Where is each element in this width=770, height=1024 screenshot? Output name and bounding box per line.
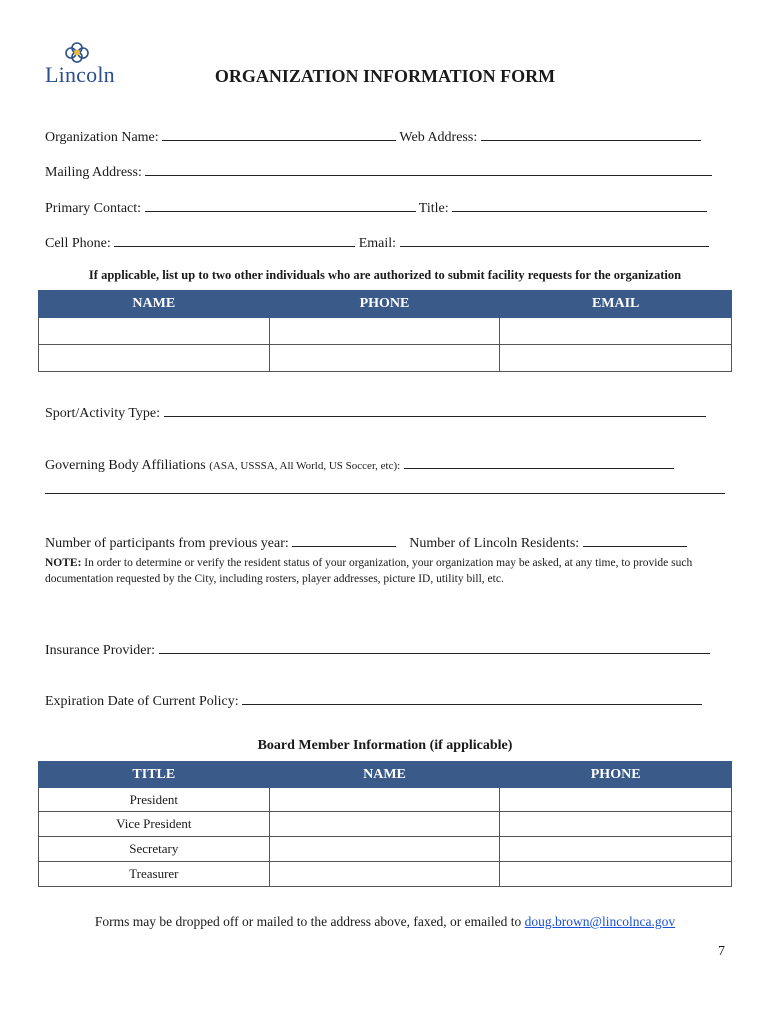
sport-type-label: Sport/Activity Type: — [45, 406, 161, 421]
insurance-field[interactable] — [159, 639, 710, 654]
board-name-cell[interactable] — [269, 837, 500, 862]
authorized-email-cell[interactable] — [500, 345, 732, 372]
governing-body-label: Governing Body Affiliations — [45, 458, 206, 473]
flower-logo-icon — [62, 42, 92, 64]
table-row — [39, 345, 732, 372]
col-name: NAME — [269, 762, 500, 788]
expiration-field[interactable] — [242, 690, 702, 705]
board-phone-cell[interactable] — [500, 812, 732, 837]
col-name: NAME — [39, 291, 270, 318]
board-title-cell: Treasurer — [39, 862, 270, 887]
contact-title-field[interactable] — [452, 197, 707, 212]
insurance-label: Insurance Provider: — [45, 643, 156, 658]
expiration-row — [45, 690, 702, 710]
logo-text: Lincoln — [45, 62, 115, 87]
residents-field[interactable] — [583, 532, 687, 547]
governing-body-hint: (ASA, USSSA, All World, US Soccer, etc): — [209, 460, 401, 472]
org-name-row — [45, 126, 701, 146]
expiration-label: Expiration Date of Current Policy: — [45, 694, 239, 709]
authorized-table — [38, 290, 732, 372]
governing-body-field[interactable] — [404, 454, 674, 469]
board-name-cell[interactable] — [269, 812, 500, 837]
board-name-cell[interactable] — [269, 788, 500, 812]
org-name-label: Organization Name: — [45, 130, 159, 145]
footer-email-link[interactable]: doug.brown@lincolnca.gov — [524, 914, 676, 929]
participants-row — [45, 532, 687, 552]
authorized-phone-cell[interactable] — [269, 318, 500, 345]
authorized-name-cell[interactable] — [39, 318, 270, 345]
col-phone: PHONE — [500, 762, 732, 788]
residents-label: Number of Lincoln Residents: — [409, 536, 580, 551]
authorized-phone-cell[interactable] — [269, 345, 500, 372]
note-label: NOTE: — [45, 557, 82, 569]
governing-body-line-2[interactable] — [45, 493, 725, 494]
primary-contact-label: Primary Contact: — [45, 201, 142, 216]
web-address-field[interactable] — [481, 126, 701, 141]
board-name-cell[interactable] — [269, 862, 500, 887]
org-name-field[interactable] — [162, 126, 396, 141]
primary-contact-field[interactable] — [145, 197, 416, 212]
mailing-address-field[interactable] — [145, 161, 712, 176]
table-row — [39, 788, 732, 812]
resident-note — [45, 555, 725, 587]
col-phone: PHONE — [269, 291, 500, 318]
sport-type-row — [45, 402, 706, 422]
board-table — [38, 761, 732, 887]
cell-phone-row — [45, 232, 709, 252]
board-title-cell: President — [39, 788, 270, 812]
col-email: EMAIL — [500, 291, 732, 318]
table-row — [39, 318, 732, 345]
board-phone-cell[interactable] — [500, 788, 732, 812]
participants-field[interactable] — [292, 532, 396, 547]
mailing-address-label: Mailing Address: — [45, 165, 142, 180]
cell-phone-field[interactable] — [114, 232, 355, 247]
email-label: Email: — [358, 236, 397, 251]
footer-text: Forms may be dropped off or mailed to the address above, faxed, or emailed to — [94, 914, 525, 929]
board-phone-cell[interactable] — [500, 862, 732, 887]
mailing-address-row — [45, 161, 712, 181]
table-row — [39, 812, 732, 837]
cell-phone-label: Cell Phone: — [45, 236, 111, 251]
board-title-cell: Secretary — [39, 837, 270, 862]
form-title: ORGANIZATION INFORMATION FORM — [214, 66, 556, 86]
contact-title-label: Title: — [418, 201, 449, 216]
web-address-label: Web Address: — [399, 130, 478, 145]
insurance-row — [45, 639, 710, 659]
board-phone-cell[interactable] — [500, 837, 732, 862]
primary-contact-row — [45, 197, 707, 217]
table-row — [39, 837, 732, 862]
footer-note — [0, 914, 770, 930]
col-title: TITLE — [39, 762, 270, 788]
table-row — [39, 862, 732, 887]
page-number: 7 — [718, 944, 725, 959]
authorized-name-cell[interactable] — [39, 345, 270, 372]
board-heading: Board Member Information (if applicable) — [257, 738, 513, 753]
email-field[interactable] — [400, 232, 709, 247]
note-text: In order to determine or verify the resident status of your organization, your organization may be asked, at any time, to provide such documentation requested by the City, including rosters, player addresses, picture ID, utility bill, etc. — [45, 557, 693, 585]
participants-label: Number of participants from previous year: — [45, 536, 289, 551]
sport-type-field[interactable] — [164, 402, 706, 417]
board-title-cell: Vice President — [39, 812, 270, 837]
governing-body-row — [45, 454, 674, 474]
authorized-heading: If applicable, list up to two other individuals who are authorized to submit facility requests for the organization — [88, 268, 682, 282]
authorized-email-cell[interactable] — [500, 318, 732, 345]
